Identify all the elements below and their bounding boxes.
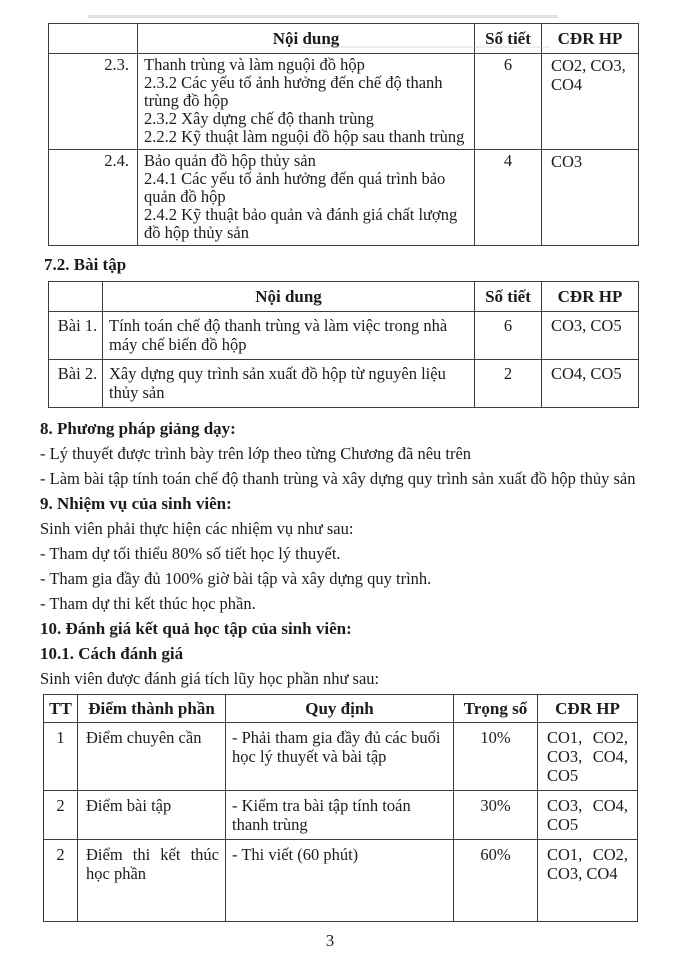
row-cdr: CO3 [542,150,639,246]
table-row [49,360,639,408]
row-cdr: CO3, CO5 [542,312,639,360]
table-header-row [49,282,639,312]
empty-header-cell [49,24,138,54]
content-line: 2.4.2 Kỹ thuật bảo quản và đánh giá chất lượng đồ hộp thủy sản [144,205,458,242]
content-line: 2.4.1 Các yếu tố ảnh hưởng đến quá trình bảo quản đồ hộp [144,169,446,206]
row-cdr: CO2, CO3, CO4 [542,54,639,150]
row-tt: 1 [44,723,78,791]
row-weight: 60% [454,840,538,922]
content-header: Nội dung [138,24,475,54]
row-component: Điểm chuyên cần [78,723,226,791]
row-weight: 30% [454,791,538,840]
content-line: 2.3.2 Các yếu tố ảnh hưởng đến chế độ thanh trùng đồ hộp [144,73,443,110]
tt-header: TT [44,695,78,723]
table-row [44,723,638,791]
empty-header-cell [49,282,103,312]
table-header-row [44,695,638,723]
section-heading-7-2: 7.2. Bài tập [44,255,127,274]
method-item: - Lý thuyết được trình bày trên lớp theo từng Chương đã nêu trên [40,444,472,463]
section10-intro: Sinh viên được đánh giá tích lũy học phần như sau: [40,669,380,688]
row-content [138,54,475,150]
row-content [138,150,475,246]
table-row [49,54,639,150]
periods-header: Số tiết [475,24,542,54]
cdr-header: CĐR HP [538,695,638,723]
row-number: Bài 1. [49,312,103,360]
row-number: 2.3. [49,54,138,150]
section-heading-9: 9. Nhiệm vụ của sinh viên: [40,494,232,513]
table-row [44,791,638,840]
row-number: Bài 2. [49,360,103,408]
table-row [49,150,639,246]
row-tt: 2 [44,840,78,922]
row-rule: - Phải tham gia đầy đủ các buổi học lý thuyết và bài tập [226,723,454,791]
course-content-table [48,23,639,246]
row-weight: 10% [454,723,538,791]
row-content: Xây dựng quy trình sản xuất đồ hộp từ nguyên liệu thủy sản [103,360,475,408]
cdr-header: CĐR HP [542,282,639,312]
row-periods: 6 [475,312,542,360]
row-tt: 2 [44,791,78,840]
component-header: Điểm thành phần [78,695,226,723]
section-heading-10-1: 10.1. Cách đánh giá [40,644,184,663]
content-line: 2.2.2 Kỹ thuật làm nguội đồ hộp sau thanh trùng [144,127,465,146]
row-component: Điểm thi kết thúc học phần [78,840,226,922]
row-cdr: CO1, CO2, CO3, CO4, CO5 [538,723,638,791]
section-heading-10: 10. Đánh giá kết quả học tập của sinh viên: [40,619,352,638]
content-line: Bảo quản đồ hộp thủy sản [144,151,316,170]
row-rule: - Kiểm tra bài tập tính toán thanh trùng [226,791,454,840]
row-periods: 2 [475,360,542,408]
exercises-table [48,281,639,408]
row-number: 2.4. [49,150,138,246]
page-number: 3 [325,931,335,950]
row-periods: 6 [475,54,542,150]
table-row [49,312,639,360]
rule-header: Quy định [226,695,454,723]
cdr-header: CĐR HP [542,24,639,54]
periods-header: Số tiết [475,282,542,312]
scan-artifact [88,15,558,18]
content-line: 2.3.2 Xây dựng chế độ thanh trùng [144,109,374,128]
row-component: Điểm bài tập [78,791,226,840]
section9-intro: Sinh viên phải thực hiện các nhiệm vụ như sau: [40,519,354,538]
duty-item: - Tham gia đầy đủ 100% giờ bài tập và xây dựng quy trình. [40,569,432,588]
weight-header: Trọng số [454,695,538,723]
content-line: Thanh trùng và làm nguội đồ hộp [144,55,365,74]
row-periods: 4 [475,150,542,246]
row-cdr: CO1, CO2, CO3, CO4 [538,840,638,922]
duty-item: - Tham dự thi kết thúc học phần. [40,594,256,613]
method-item: - Làm bài tập tính toán chế độ thanh trùng và xây dựng quy trình sản xuất đồ hộp thủy sản [40,469,636,488]
duty-item: - Tham dự tối thiểu 80% số tiết học lý thuyết. [40,544,341,563]
evaluation-table [43,694,638,922]
section-heading-8: 8. Phương pháp giảng dạy: [40,419,236,438]
row-content: Tính toán chế độ thanh trùng và làm việc trong nhà máy chế biến đồ hộp [103,312,475,360]
row-cdr: CO4, CO5 [542,360,639,408]
table-header-row [49,24,639,54]
table-row [44,840,638,922]
content-header: Nội dung [103,282,475,312]
row-cdr: CO3, CO4, CO5 [538,791,638,840]
row-rule: - Thi viết (60 phút) [226,840,454,922]
